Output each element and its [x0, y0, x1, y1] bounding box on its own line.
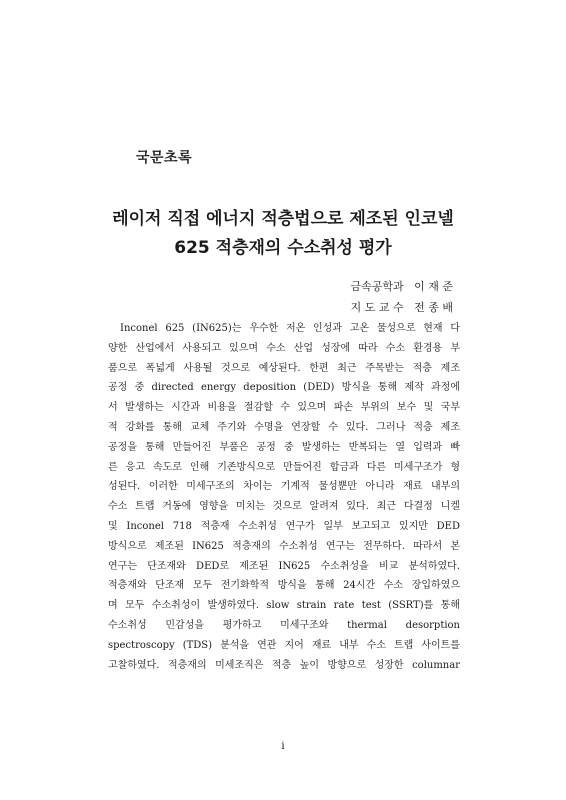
author-block — [351, 276, 454, 318]
abstract-line: Inconel 625 (IN625)는 우수한 저온 인성과 고온 물성으로 현재 다 — [120, 323, 460, 334]
abstract-line: 적 강화를 통해 교체 주기와 수명을 연장할 수 있다. 그러나 적층 제조 — [108, 421, 460, 433]
abstract-line: 및 Inconel 718 적층재 수소취성 연구가 일부 보고되고 있지만 DED — [108, 520, 460, 532]
abstract-line: 적층재와 단조재 모두 전기화학적 방식을 통해 24시간 수소 장입하였으 — [108, 580, 460, 592]
abstract-line: 공정 중 directed energy deposition (DED) 방식을 통해 제작 과정에 — [108, 382, 460, 394]
abstract-line: 른 응고 속도로 인해 기존방식으로 만들어진 합금과 다른 미세구조가 형 — [108, 461, 460, 473]
abstract-line: 수소취성 민감성을 평가하고 미세구조와 thermal desorption — [108, 619, 460, 631]
abstract-line: 양한 산업에서 사용되고 있으며 수소 산업 성장에 따라 수소 환경용 부 — [108, 342, 460, 354]
abstract-line: 며 모두 수소취성이 발생하였다. slow strain rate test (SSRT)를 통해 — [108, 600, 460, 612]
abstract-line: 방식으로 제조된 IN625 적층재의 수소취성 연구는 전무하다. 따라서 본 — [108, 540, 460, 552]
abstract-line: 연구는 단조재와 DED로 제조된 IN625 수소취성을 비교 분석하였다. — [108, 560, 460, 572]
abstract-line: 품으로 폭넓게 사용될 것으로 예상된다. 한편 최근 주목받는 적층 제조 — [108, 362, 460, 374]
paper-title — [0, 205, 566, 263]
title-line-2: 625 적층재의 수소취성 평가 — [174, 238, 392, 258]
abstract-line: spectroscopy (TDS) 분석을 연관 지어 재료 내부 수소 트랩 사이트를 — [108, 639, 460, 651]
abstract-body — [108, 319, 460, 675]
abstract-line: 고찰하였다. 적층재의 미세조직은 적층 높이 방향으로 성장한 columnar — [108, 659, 460, 671]
author-advisor: 지 도 교 수 전 종 배 — [350, 301, 453, 314]
page-number: i — [281, 741, 285, 752]
section-heading: 국문초록 — [136, 150, 193, 166]
abstract-line: 공정을 통해 만들어진 부품은 공정 중 발생하는 반복되는 열 입력과 빠 — [108, 441, 460, 453]
abstract-line: 성된다. 이러한 미세구조의 차이는 기계적 물성뿐만 아니라 재료 내부의 — [108, 481, 460, 493]
abstract-line: 서 발생하는 시간과 비용을 절감할 수 있으며 파손 부위의 보수 및 국부 — [108, 402, 460, 414]
title-line-1: 레이저 직접 에너지 적층법으로 제조된 인코넬 — [112, 209, 454, 229]
abstract-line: 수소 트랩 거동에 영향을 미치는 것으로 알려져 있다. 최근 다결정 니켈 — [108, 501, 460, 513]
author-student: 금속공학과 이 재 준 — [350, 280, 453, 293]
